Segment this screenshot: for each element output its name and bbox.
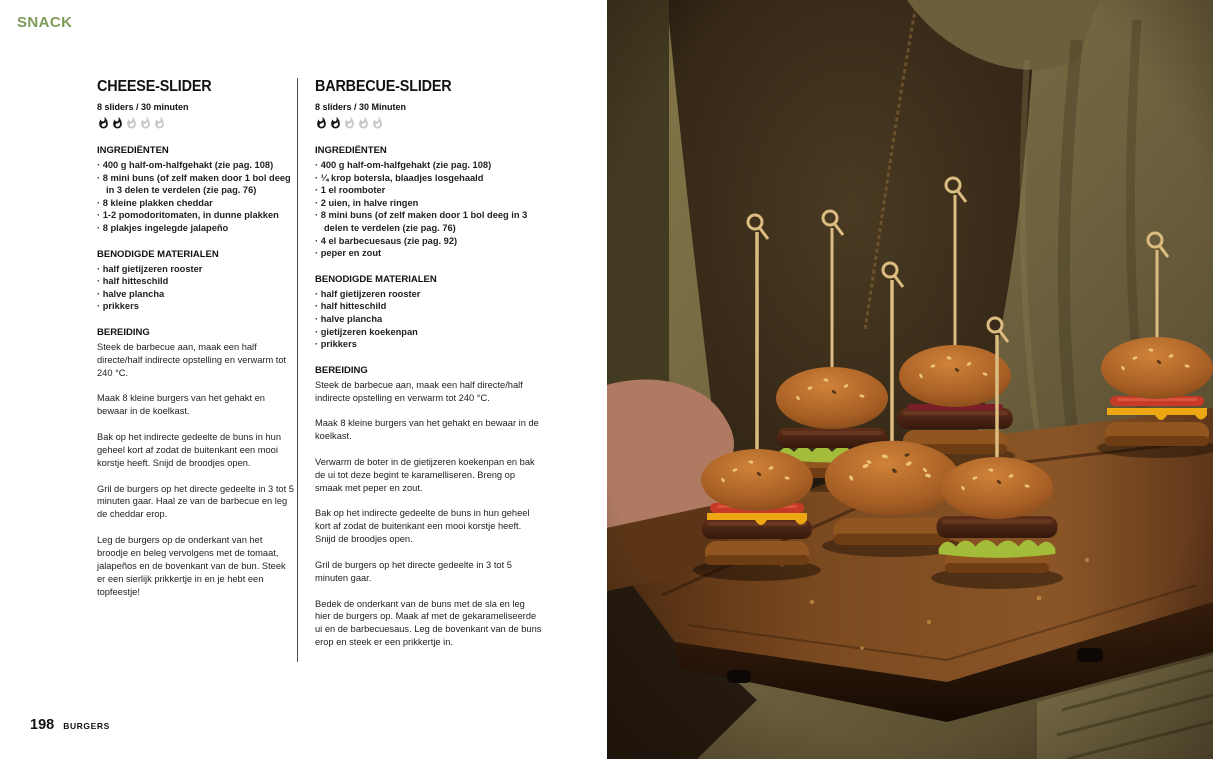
ingredients-list — [315, 159, 542, 260]
flame-icon — [357, 116, 370, 131]
flame-icon — [343, 116, 356, 131]
recipe-yield-time: 8 sliders / 30 minuten — [97, 102, 189, 112]
materials-heading: BENODIGDE MATERIALEN — [315, 273, 437, 285]
preparation-step: Steek de barbecue aan, maak een half directe/half indirecte opstelling en verwarm tot 240 °C. — [315, 379, 523, 403]
preparation-step: Leg de burgers op de onderkant van het broodje en beleg vervolgens met de tomaat, jalapeños en de bovenkant van de bun. Steek er een sierlijk prikkertje in en je hebt een topfeestje! — [97, 535, 286, 597]
materials-list — [97, 263, 294, 313]
flame-icon — [111, 116, 124, 131]
preparation-step: Bak op het indirecte gedeelte de buns in hun geheel kort af zodat de buitenkant een mooi korstje heeft. Snijd de broodjes open. — [97, 432, 282, 468]
photo-vignette — [607, 0, 1213, 759]
ingredient-item: · 4 el barbecuesaus (zie pag. 92) — [315, 235, 542, 248]
preparation-step: Maak 8 kleine burgers van het gehakt en bewaar in de koelkast. — [97, 393, 265, 417]
preparation-steps — [315, 379, 542, 649]
preparation-step: Bak op het indirecte gedeelte de buns in hun geheel kort af zodat de buitenkant een mooi korstje heeft. Snijd de broodjes open. — [315, 508, 530, 545]
recipe-barbecue-slider — [315, 78, 542, 649]
ingredient-item: · 1-2 pomodoritomaten, in dunne plakken — [97, 209, 294, 222]
material-item: · half gietijzeren rooster — [97, 263, 294, 276]
ingredient-item: · ¼ krop botersla, blaadjes losgehaald — [315, 172, 542, 185]
recipe-title: BARBECUE-SLIDER — [315, 78, 452, 95]
ingredient-item: · 1 el roomboter — [315, 184, 542, 197]
ingredient-item: · 8 mini buns (of zelf maken door 1 bol deeg in 3 delen te verdelen (zie pag. 76) — [315, 209, 542, 234]
material-item: · half hitteschild — [315, 300, 542, 313]
recipe-yield-time: 8 sliders / 30 Minuten — [315, 102, 407, 112]
ingredient-item: · 2 uien, in halve ringen — [315, 197, 542, 210]
ingredients-heading: INGREDIËNTEN — [315, 145, 387, 156]
preparation-step: Verwarm de boter in de gietijzeren koekenpan en bak de ui tot deze begint te karamelliseren. Breng op smaak met peper en zout. — [315, 456, 535, 493]
preparation-steps — [97, 341, 294, 599]
flame-icon — [125, 116, 138, 131]
material-item: · prikkers — [97, 300, 294, 313]
material-item: · halve plancha — [315, 313, 542, 326]
ingredient-item: · 8 mini buns (of zelf maken door 1 bol deeg in 3 delen te verdelen (zie pag. 76) — [97, 172, 294, 197]
preparation-step: Maak 8 kleine burgers van het gehakt en bewaar in de koelkast. — [315, 418, 539, 442]
preparation-step: Gril de burgers op het directe gedeelte in 3 tot 5 minuten gaar. Haal ze van de barbecue en leg de cheddar erop. — [97, 483, 294, 520]
material-item: · half hitteschild — [97, 275, 294, 288]
preparation-step: Gril de burgers op het directe gedeelte in 3 tot 5 minuten gaar. — [315, 559, 512, 583]
material-item: · gietijzeren koekenpan — [315, 326, 542, 339]
material-item: · halve plancha — [97, 288, 294, 301]
flame-icon — [139, 116, 152, 131]
preparation-step: Bedek de onderkant van de buns met de sla en leg hier de burgers op. Maak af met de gekarameliseerde ui en de barbecuesaus. Leg de bovenkant van de buns erop en steek er een prikkertje in. — [315, 598, 542, 648]
ingredient-item: · 400 g half-om-halfgehakt (zie pag. 108) — [315, 159, 542, 172]
flame-icon — [153, 116, 166, 131]
material-item: · prikkers — [315, 338, 542, 351]
ingredients-list — [97, 159, 294, 235]
recipe-cheese-slider — [97, 78, 294, 599]
flame-icon — [371, 116, 384, 131]
materials-heading: BENODIGDE MATERIALEN — [97, 248, 219, 260]
column-divider — [297, 78, 298, 662]
heat-level-indicator — [315, 116, 542, 131]
ingredient-item: · 400 g half-om-halfgehakt (zie pag. 108) — [97, 159, 294, 172]
preparation-step: Steek de barbecue aan, maak een half directe/half indirecte opstelling en verwarm tot 240 °C. — [97, 341, 287, 378]
recipe-photo — [607, 0, 1213, 759]
ingredient-item: · 8 plakjes ingelegde jalapeño — [97, 222, 294, 235]
ingredient-item: · 8 kleine plakken cheddar — [97, 197, 294, 210]
preparation-heading: BEREIDING — [315, 364, 368, 376]
recipe-title: CHEESE-SLIDER — [97, 78, 212, 95]
materials-list — [315, 288, 542, 351]
page-number: 198 — [30, 717, 55, 733]
flame-icon — [97, 116, 110, 131]
preparation-heading: BEREIDING — [97, 326, 150, 338]
section-label: SNACK — [17, 14, 73, 31]
chapter-label: BURGERS — [63, 721, 110, 731]
ingredient-item: · peper en zout — [315, 247, 542, 260]
heat-level-indicator — [97, 116, 294, 131]
ingredients-heading: INGREDIËNTEN — [97, 145, 169, 156]
page-footer — [30, 717, 110, 733]
flame-icon — [315, 116, 328, 131]
material-item: · half gietijzeren rooster — [315, 288, 542, 301]
flame-icon — [329, 116, 342, 131]
